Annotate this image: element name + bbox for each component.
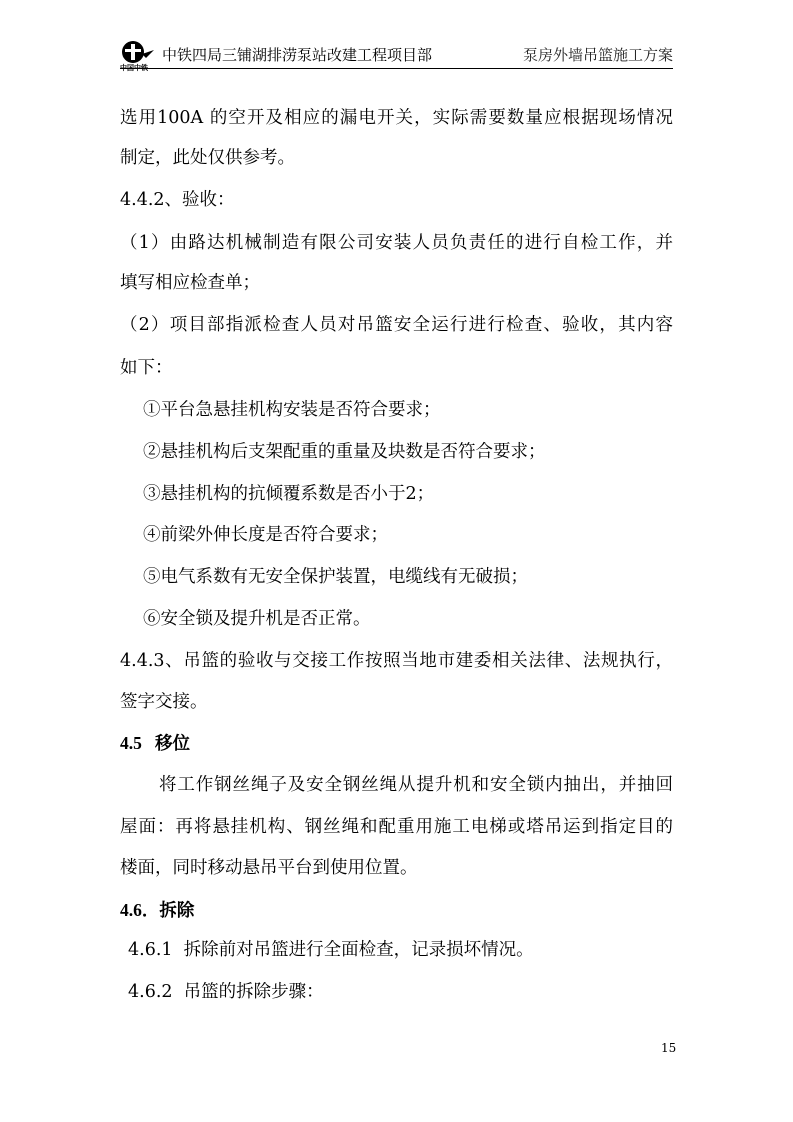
list-item: ⑥安全锁及提升机是否正常。 (143, 609, 371, 629)
paragraph-line: 4.6.1 拆除前对吊篮进行全面检查，记录损坏情况。 (128, 940, 534, 960)
section-heading: 4.4.2、验收： (120, 190, 235, 210)
list-item: ④前梁外伸长度是否符合要求； (143, 525, 388, 545)
paragraph-line: 填写相应检查单； (120, 273, 260, 293)
page-header (120, 36, 673, 72)
list-item: ②悬挂机构后支架配重的重量及块数是否符合要求； (143, 442, 546, 462)
logo-caption: 中国中铁 (120, 64, 148, 72)
list-item: ⑤电气系数有无安全保护装置，电缆线有无破损； (143, 567, 528, 587)
section-heading-4-6: 4.6．拆除 (120, 900, 195, 920)
paragraph-line: 将工作钢丝绳子及安全钢丝绳从提升机和安全锁内抽出，并抽回 (159, 775, 673, 795)
section-heading-4-5: 4.5 移位 (120, 733, 190, 753)
header-document-title: 泵房外墙吊篮施工方案 (522, 46, 673, 64)
list-item: ①平台急悬挂机构安装是否符合要求； (143, 400, 441, 420)
paragraph-line: 屋面：再将悬挂机构、钢丝绳和配重用施工电梯或塔吊运到指定目的 (120, 817, 673, 837)
paragraph-line: 4.4.3、吊篮的验收与交接工作按照当地市建委相关法律、法规执行， (120, 651, 673, 671)
paragraph-line: 制定，此处仅供参考。 (120, 148, 295, 168)
paragraph-line: 楼面，同时移动悬吊平台到使用位置。 (120, 858, 418, 878)
paragraph-line: 选用100A 的空开及相应的漏电开关，实际需要数量应根据现场情况 (120, 108, 673, 128)
paragraph-line: 签字交接。 (120, 692, 208, 712)
page-number: 15 (661, 1041, 677, 1055)
paragraph-line: 如下： (120, 358, 173, 378)
paragraph-line: 4.6.2 吊篮的拆除步骤： (128, 982, 324, 1002)
paragraph-line: （1）由路达机械制造有限公司安装人员负责任的进行自检工作，并 (120, 233, 673, 253)
list-item: ③悬挂机构的抗倾覆系数是否小于2； (143, 484, 435, 504)
header-organization: 中铁四局三铺湖排涝泵站改建工程项目部 (162, 46, 433, 64)
paragraph-line: （2）项目部指派检查人员对吊篮安全运行进行检查、验收，其内容 (120, 315, 673, 335)
